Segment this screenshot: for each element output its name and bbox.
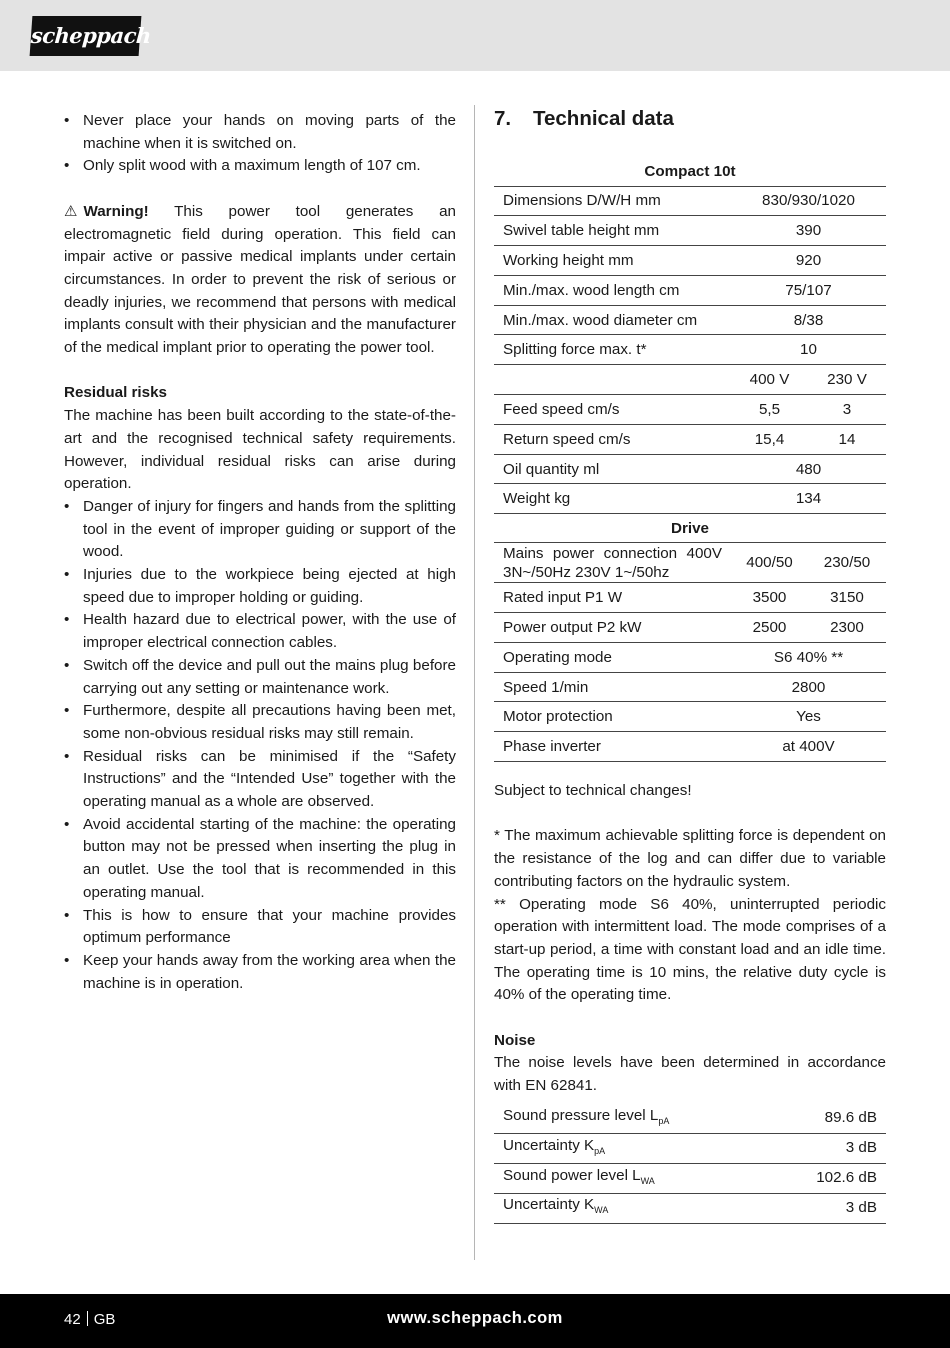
section-title [494,105,886,133]
residual-risks-intro: The machine has been built according to the state-of-the-art and the recognised technical safety requirements. However, individual residual risks can arise during operation. [64,407,456,493]
list-item: • Only split wood with a maximum length of 107 cm. [64,155,456,178]
row-label: Min./max. wood diameter cm [494,305,731,335]
row-value-400v: 5,5 [731,395,808,425]
row-value-230v: 2300 [808,613,886,643]
row-label: Uncertainty $K_{WA}$ [494,1193,769,1223]
row-value: 2800 [731,672,886,702]
row-value-400v: 2500 [731,613,808,643]
table-row [494,642,886,672]
row-value: 102.6 dB [769,1163,886,1193]
noise-heading: Noise [494,1031,536,1049]
table-row [494,1104,886,1134]
table-row [494,702,886,732]
footnote-splitting-force: * The maximum achievable splitting force is dependent on the resistance of the log and can differ due to variable contributing factors on the hydraulic system. [494,827,886,890]
list-item: • Health hazard due to electrical power, with the use of improper electrical connection cables. [64,609,456,654]
row-value: 89.6 dB [769,1104,886,1134]
row-value: at 400V [731,732,886,762]
table-row [494,246,886,276]
row-label: Speed 1/min [494,672,731,702]
list-item: • Keep your hands away from the working area when the machine is in operation. [64,950,456,995]
row-label: Working height mm [494,246,731,276]
table-row [494,335,886,365]
table-row [494,484,886,514]
row-value-400v: 400/50 [731,543,808,583]
table-row [494,365,886,395]
model-name: Compact 10t [494,157,886,186]
row-label: Dimensions D/W/H mm [494,186,731,216]
right-column [494,105,886,1224]
table-row [494,613,886,643]
row-value: 75/107 [731,275,886,305]
row-value: 134 [731,484,886,514]
list-item: • This is how to ensure that your machine provides optimum performance [64,905,456,950]
row-value: 390 [731,216,886,246]
table-row [494,275,886,305]
residual-risks-heading: Residual risks [64,384,167,402]
row-value: 480 [731,454,886,484]
table-row [494,454,886,484]
row-value: 3 dB [769,1134,886,1164]
row-label: Rated input P1 W [494,583,731,613]
language-code: GB [93,1311,116,1328]
list-item: • Danger of injury for fingers and hands from the splitting tool in the event of improper guiding or support of the wood. [64,496,456,564]
section-title-text: Technical data [533,107,674,130]
noise-text: The noise levels have been determined in accordance with EN 62841. [494,1054,886,1095]
row-label: Operating mode [494,642,731,672]
row-value-230v: 14 [808,424,886,454]
drive-heading: Drive [494,514,886,543]
table-row [494,305,886,335]
row-label: Feed speed cm/s [494,395,731,425]
footnote-operating-mode: ** Operating mode S6 40%, uninterrupted periodic operation with intermittent load. The mode comprises of a start-up period, a time with constant load and an idle time. The operating time is 10 mins, the relative duty cycle is 40% of the operating time. [494,895,886,1004]
table-row [494,672,886,702]
row-value-400v: 15,4 [731,424,808,454]
table-row [494,1163,886,1193]
list-item: • Injuries due to the workpiece being ejected at high speed due to improper holding or guiding. [64,564,456,609]
table-row [494,157,886,186]
table-row [494,1193,886,1223]
noise-table [494,1104,886,1224]
list-item: • Residual risks can be minimised if the “Safety Instructions” and the “Intended Use” together with the operating manual as a whole are observed. [64,746,456,814]
table-row [494,216,886,246]
list-item: • Avoid accidental starting of the machine: the operating button may not be pressed when inserting the plug in an outlet. Use the tool that is recommended in this operating manual. [64,814,456,905]
row-label: Oil quantity ml [494,454,731,484]
table-row [494,395,886,425]
row-value-230v: 3150 [808,583,886,613]
row-value: S6 40% ** [731,642,886,672]
row-label: Sound pressure level $L_{pA}$ [494,1104,769,1134]
row-label [494,365,731,395]
header-bar [0,0,950,71]
row-value: 830/930/1020 [731,186,886,216]
subject-note: Subject to technical changes! [494,782,692,800]
page-number: 42 [64,1311,81,1328]
column-divider [474,105,475,1260]
warning-text: This power tool generates an electromagnetic field during operation. This field can impair active or passive medical implants under certain circumstances. In order to prevent the risk of serious or deadly injuries, we recommend that persons with medical implants consult with their physician and the manufacturer of the medical implant prior to operating the power tool. [64,202,456,357]
list-item: • Switch off the device and pull out the mains plug before carrying out any setting or maintenance work. [64,655,456,700]
website-url[interactable]: www.scheppach.com [387,1309,563,1327]
table-row [494,514,886,543]
technical-data-table [494,157,886,762]
warning-label: Warning! [83,202,149,220]
table-row [494,732,886,762]
table-row [494,583,886,613]
row-label: Return speed cm/s [494,424,731,454]
table-row [494,1134,886,1164]
row-value: Yes [731,702,886,732]
row-label: Uncertainty $K_{pA}$ [494,1134,769,1164]
row-label: Motor protection [494,702,731,732]
row-value: 3 dB [769,1193,886,1223]
row-label: Phase inverter [494,732,731,762]
table-row [494,186,886,216]
row-value: 10 [731,335,886,365]
row-label: Mains power connection 400V 3N~/50Hz 230V 1~/50hz [494,543,731,583]
table-row [494,543,886,583]
list-item: • Furthermore, despite all precautions having been met, some non-obvious residual risks may still remain. [64,700,456,745]
row-label: Splitting force max. t* [494,335,731,365]
row-label: Sound power level $L_{WA}$ [494,1163,769,1193]
row-value-400v: 3500 [731,583,808,613]
row-value-230v: 3 [808,395,886,425]
row-label: Min./max. wood length cm [494,275,731,305]
voltage-400-header: 400 V [731,365,808,395]
row-value: 920 [731,246,886,276]
row-value-230v: 230/50 [808,543,886,583]
row-value: 8/38 [731,305,886,335]
top-bullet-list [64,110,456,178]
list-item: • Never place your hands on moving parts of the machine when it is switched on. [64,110,456,155]
row-label: Power output P2 kW [494,613,731,643]
residual-risks-list [64,496,456,995]
footer-bar [0,1294,950,1348]
warning-triangle-icon: ⚠ [64,202,78,220]
warning-paragraph [64,201,456,360]
section-number: 7. [494,107,512,130]
left-column [64,110,456,995]
scheppach-logo: scheppach [30,16,142,56]
voltage-230-header: 230 V [808,365,886,395]
row-label: Weight kg [494,484,731,514]
row-label: Swivel table height mm [494,216,731,246]
table-row [494,424,886,454]
